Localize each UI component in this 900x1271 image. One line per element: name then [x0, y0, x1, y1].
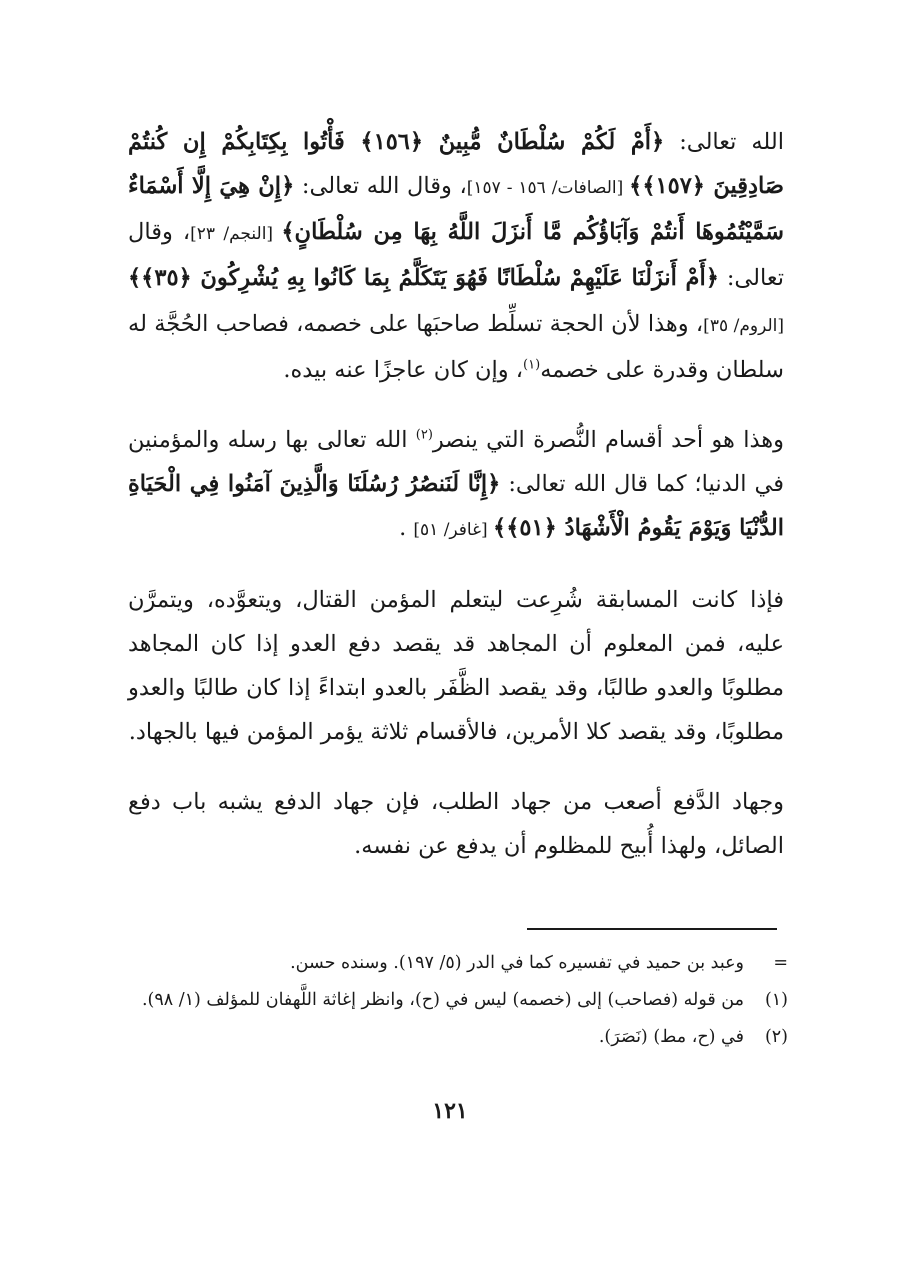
verse-reference: [الصافات/ ١٥٦ - ١٥٧]: [466, 178, 630, 198]
footnote-1: [128, 985, 788, 1016]
footnote-mark: =: [773, 953, 788, 973]
footnote-ref-1[interactable]: (١): [523, 357, 541, 373]
footnote-mark: (٢): [764, 1027, 788, 1047]
footnotes: [128, 948, 788, 1059]
main-text: [128, 120, 784, 894]
quran-verse: ﴿إِنْ هِيَ إِلَّا أَسْمَاءٌ سَمَّيْتُمُوهَا أَنتُمْ وَآبَاؤُكُم مَّا أَنزَلَ اللَّهُ بِهَا مِن سُلْطَانٍ﴾: [128, 173, 784, 245]
footnote-mark: (١): [764, 990, 788, 1010]
paragraph-2: [128, 418, 784, 552]
text-run: وهذا هو أحد أقسام النُّصرة التي ينصر: [432, 427, 784, 453]
footnote-text: من قوله (فصاحب) إلى (خصمه) ليس في (ح)، وانظر إغاثة اللَّهفان للمؤلف (١/ ٩٨).: [141, 990, 744, 1010]
text-run: ، وهذا لأن الحجة تسلِّط صاحبَها على خصمه، فصاحب الحُجَّة له سلطان وقدرة على خصمه: [128, 311, 784, 383]
verse-reference: [الروم/ ٣٥]: [703, 316, 784, 336]
verse-reference: [غافر/ ٥١]: [413, 520, 494, 540]
footnote-ref-2[interactable]: (٢): [415, 427, 433, 443]
footnote-2: [128, 1022, 788, 1053]
paragraph-4: وجهاد الدَّفع أصعب من جهاد الطلب، فإن جهاد الدفع يشبه باب دفع الصائل، ولهذا أُبيح للمظلوم أن يدفع عن نفسه.: [128, 789, 784, 859]
quran-verse: ﴿إِنَّا لَنَنصُرُ رُسُلَنَا وَالَّذِينَ آمَنُوا فِي الْحَيَاةِ الدُّنْيَا وَيَوْمَ يَقُومُ الْأَشْهَادُ ﴿٥١﴾﴾: [128, 471, 784, 541]
page-number: ١٢١: [432, 1098, 468, 1124]
text-run: ، وقال تعالى:: [128, 219, 784, 291]
footnote-text: في (ح، مط) (نَصَرَ).: [598, 1027, 744, 1047]
paragraph-1: [128, 120, 784, 392]
text-run: الله تعالى بها رسله والمؤمنين في الدنيا؛ كما قال الله تعالى:: [128, 427, 784, 497]
quran-verse: ﴿أَمْ لَكُمْ سُلْطَانٌ مُّبِينٌ ﴿١٥٦﴾ فَأْتُوا بِكِتَابِكُمْ إِن كُنتُمْ صَادِقِينَ ﴿١٥٧﴾﴾: [128, 129, 784, 199]
text-run: .: [399, 515, 414, 541]
quran-verse: ﴿أَمْ أَنزَلْنَا عَلَيْهِمْ سُلْطَانًا فَهُوَ يَتَكَلَّمُ بِمَا كَانُوا بِهِ يُشْرِكُونَ ﴿٣٥﴾﴾: [128, 265, 719, 291]
footnote-text: وعبد بن حميد في تفسيره كما في الدر (٥/ ١٩٧). وسنده حسن.: [290, 953, 744, 973]
paragraph-3: فإذا كانت المسابقة شُرِعت ليتعلم المؤمن القتال، ويتعوَّده، ويتمرَّن عليه، فمن المعلوم أن المجاهد قد يقصد دفع العدو إذا كان المجاهد مطلوبًا والعدو طالبًا، وقد يقصد الظَّفَر بالعدو ابتداءً إذا كان طالبًا والعدو مطلوبًا، وقد يقصد كلا الأمرين، فالأقسام ثلاثة يؤمر المؤمن فيها بالجهاد.: [128, 587, 784, 745]
text-run: الله تعالى:: [664, 129, 784, 155]
verse-reference: [النجم/ ٢٣]: [190, 224, 282, 244]
footnote-continuation: [128, 948, 788, 979]
text-run: ، وإن كان عاجزًا عنه بيده.: [283, 357, 524, 383]
footnote-divider: [527, 928, 777, 930]
text-run: ، وقال الله تعالى:: [294, 173, 467, 199]
